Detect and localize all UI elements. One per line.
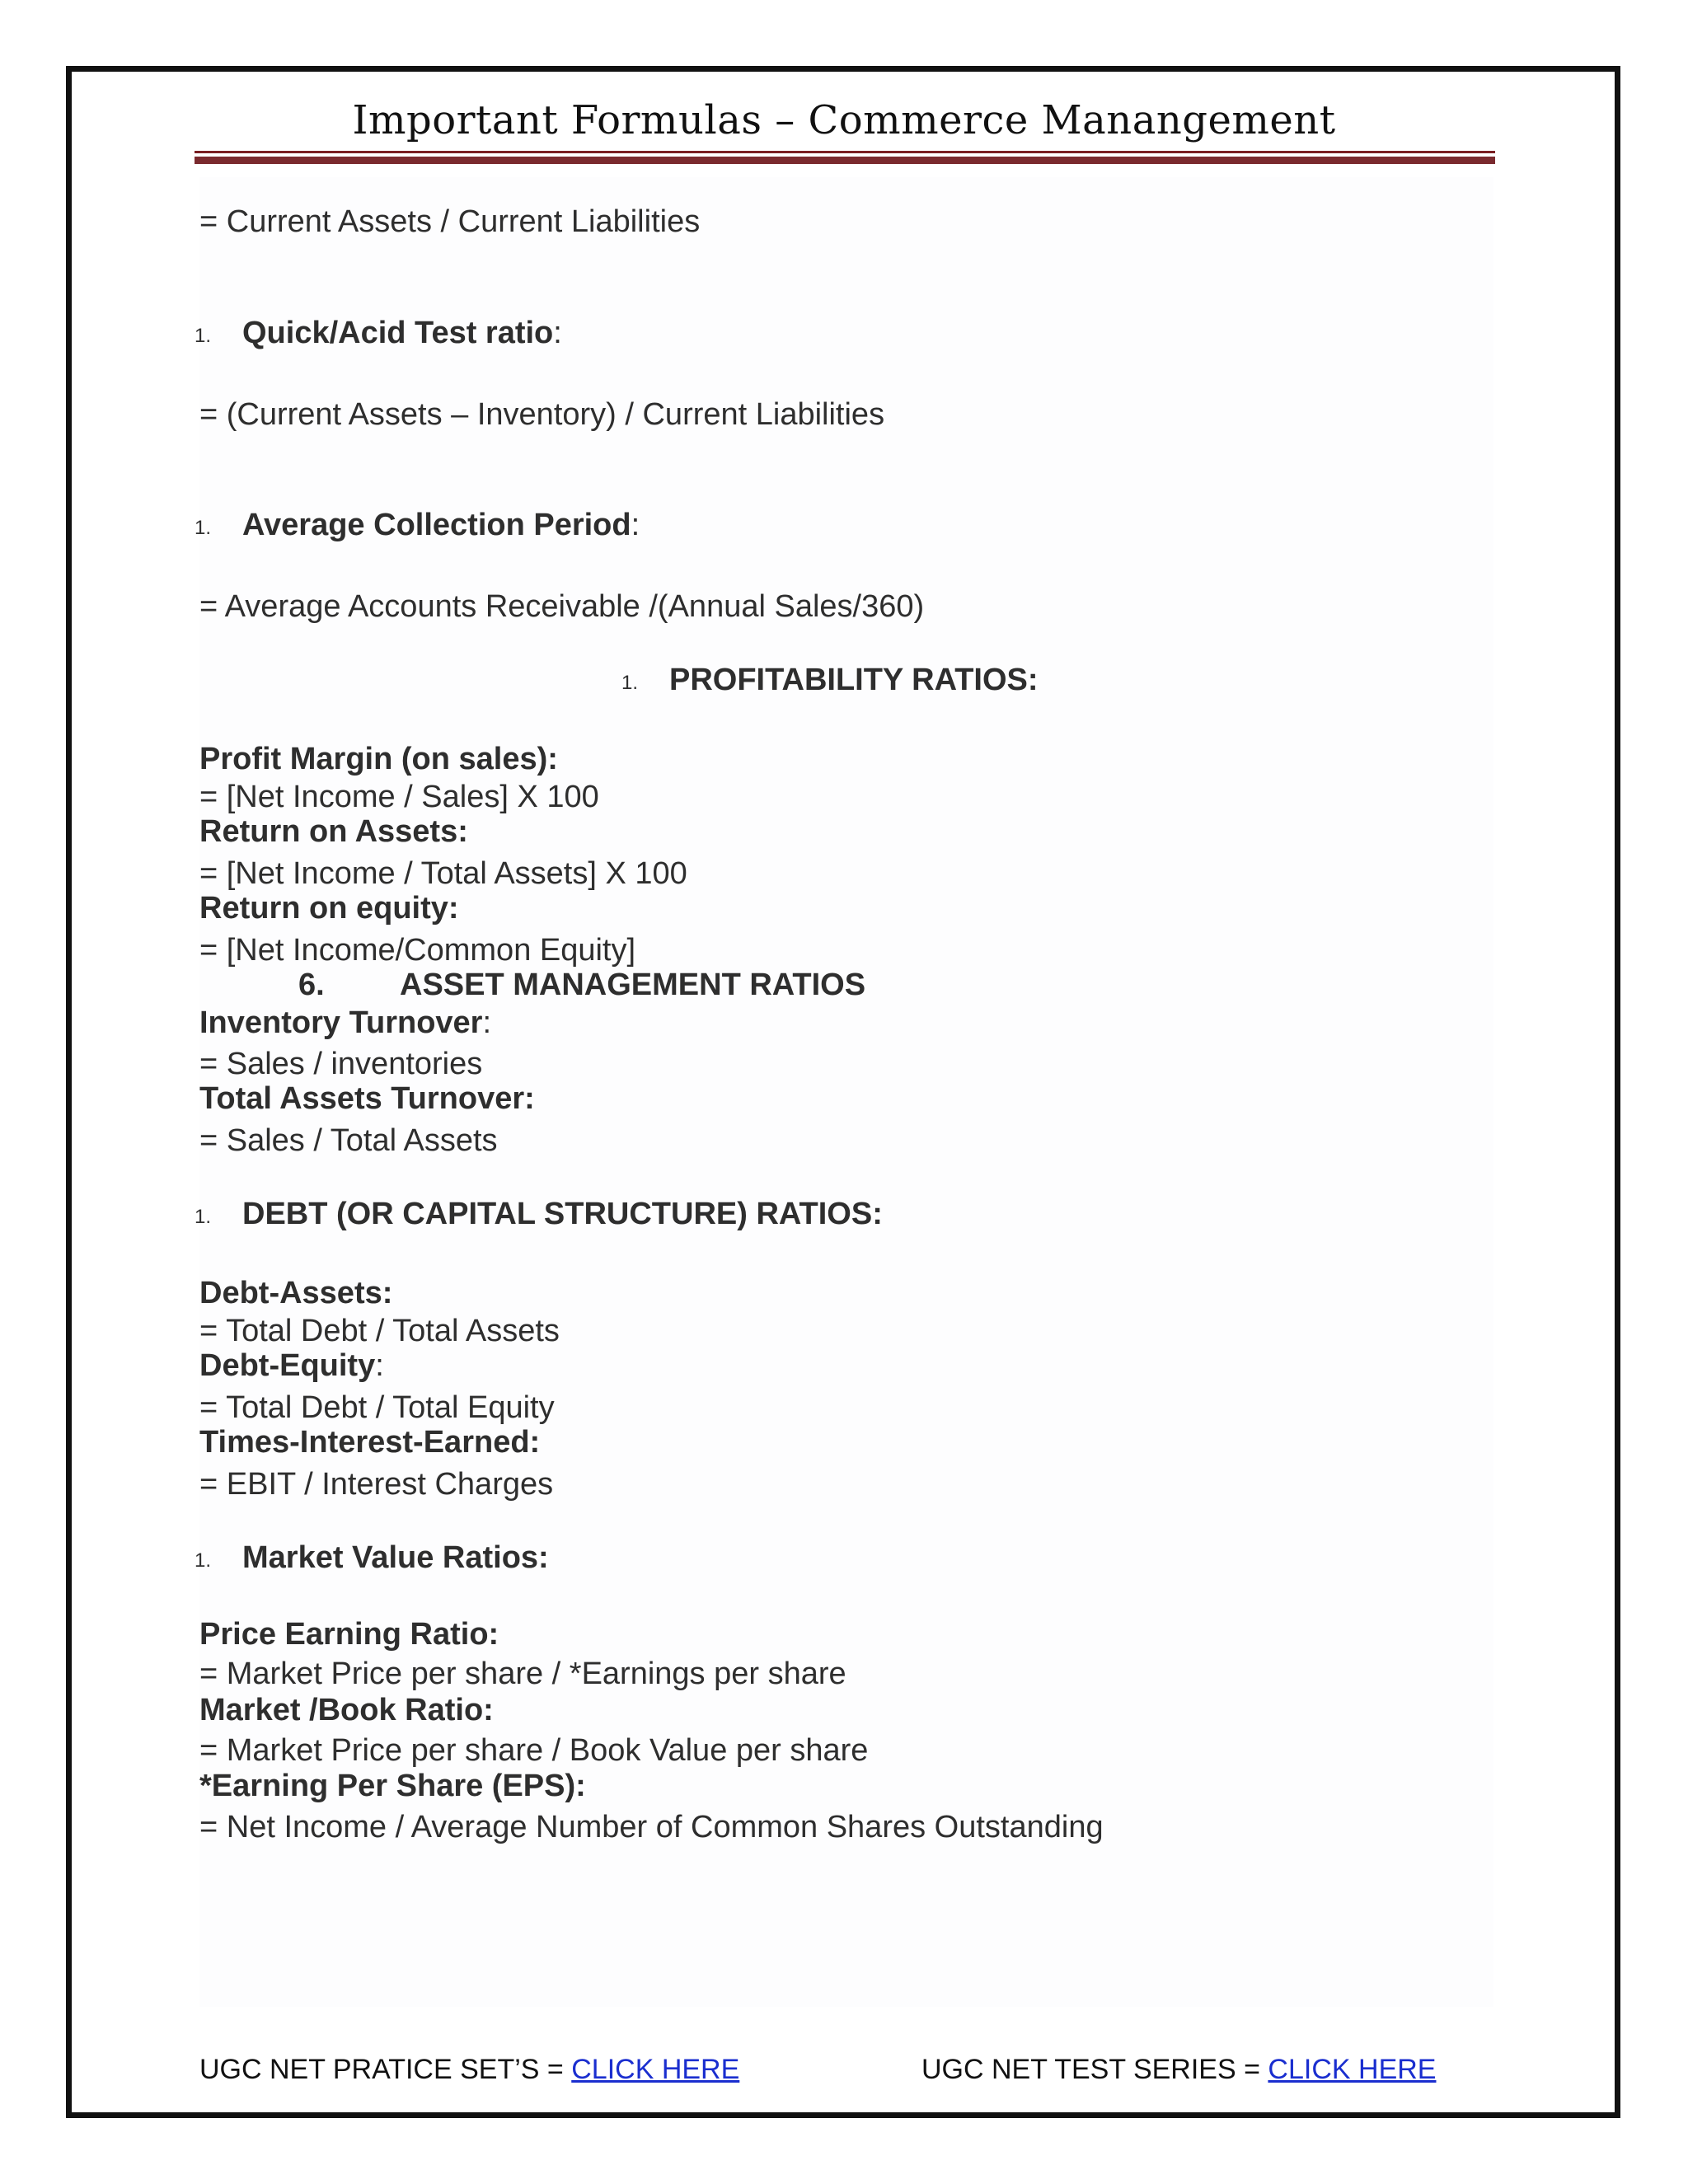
eps-formula: = Net Income / Average Number of Common Shares Outstanding [199,1810,1104,1844]
market-book-formula: = Market Price per share / Book Value per share [199,1733,869,1768]
test-series-link[interactable]: CLICK HERE [1268,2054,1437,2085]
acp-heading [242,509,640,541]
debt-equity-colon: : [375,1348,384,1383]
debt-equity-formula: = Total Debt / Total Equity [199,1390,555,1425]
inventory-turnover-heading [199,1007,491,1038]
inventory-turnover-formula: = Sales / inventories [199,1047,483,1081]
asset-management-section-heading: ASSET MANAGEMENT RATIOS [400,968,866,1002]
inventory-turnover-title: Inventory Turnover [199,1005,483,1040]
list-number: 1. [195,325,212,347]
quick-ratio-colon: : [553,316,562,350]
footer-practice-label: UGC NET PRATICE SET’S = [199,2054,564,2085]
footer-test-series [921,2055,1436,2083]
footer-test-series-label: UGC NET TEST SERIES = [921,2054,1260,2085]
debt-equity-title: Debt-Equity [199,1348,376,1383]
total-assets-turnover-heading: Total Assets Turnover: [199,1081,535,1116]
list-number: 1. [195,1549,212,1572]
profitability-section-heading: PROFITABILITY RATIOS: [669,663,1039,697]
times-interest-earned-heading: Times-Interest-Earned: [199,1425,541,1460]
debt-equity-heading [199,1350,384,1381]
roe-heading: Return on equity: [199,891,459,926]
header-rule-thick [195,157,1495,164]
page-title: Important Formulas – Commerce Manangement [352,97,1336,143]
debt-section-heading: DEBT (OR CAPITAL STRUCTURE) RATIOS: [242,1197,883,1231]
total-assets-turnover-formula: = Sales / Total Assets [199,1123,498,1158]
header-rule-thin [195,151,1495,153]
section-number: 6. [298,968,325,1002]
practice-sets-link[interactable]: CLICK HERE [571,2054,740,2085]
eps-heading: *Earning Per Share (EPS): [199,1769,586,1803]
roe-formula: = [Net Income/Common Equity] [199,933,636,968]
list-number: 1. [195,1206,212,1228]
quick-ratio-formula: = (Current Assets – Inventory) / Current Liabilities [199,397,885,432]
market-book-heading: Market /Book Ratio: [199,1693,494,1727]
acp-colon: : [631,508,640,542]
current-ratio-formula: = Current Assets / Current Liabilities [199,204,701,239]
profit-margin-formula: = [Net Income / Sales] X 100 [199,780,599,814]
quick-ratio-heading [242,317,562,349]
roa-formula: = [Net Income / Total Assets] X 100 [199,856,687,891]
quick-ratio-title: Quick/Acid Test ratio [242,316,554,350]
profit-margin-heading: Profit Margin (on sales): [199,742,558,776]
list-number: 1. [621,672,639,694]
debt-assets-formula: = Total Debt / Total Assets [199,1314,560,1348]
times-interest-earned-formula: = EBIT / Interest Charges [199,1467,554,1502]
roa-heading: Return on Assets: [199,814,468,849]
pe-ratio-heading: Price Earning Ratio: [199,1617,499,1652]
footer-practice-sets [199,2055,739,2083]
market-value-section-heading: Market Value Ratios: [242,1540,549,1575]
pe-ratio-formula: = Market Price per share / *Earnings per share [199,1657,846,1691]
inventory-turnover-colon: : [482,1005,492,1040]
acp-title: Average Collection Period [242,508,631,542]
list-number: 1. [195,517,212,539]
acp-formula: = Average Accounts Receivable /(Annual Sales/360) [199,589,925,624]
debt-assets-heading: Debt-Assets: [199,1276,393,1310]
